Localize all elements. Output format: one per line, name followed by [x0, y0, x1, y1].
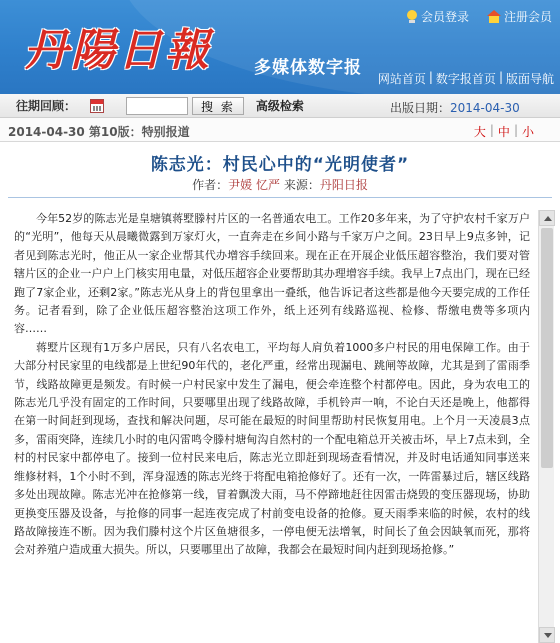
- nav-separator: |: [498, 70, 503, 84]
- nav-page-navigation[interactable]: 版面导航: [505, 72, 554, 86]
- nav-separator: |: [428, 70, 433, 84]
- nav-site-home[interactable]: 网站首页: [377, 72, 426, 86]
- source-label: 来源：: [283, 178, 320, 192]
- advanced-search-link[interactable]: 高级检索: [255, 99, 304, 113]
- font-large-button[interactable]: 大: [473, 125, 486, 139]
- scrollbar-thumb[interactable]: [541, 228, 553, 468]
- nav-epaper-home[interactable]: 数字报首页: [435, 72, 496, 86]
- past-review-label: 往期回顾：: [16, 99, 77, 113]
- scroll-up-arrow-icon[interactable]: [539, 210, 555, 226]
- search-button[interactable]: 搜 索: [192, 97, 244, 115]
- member-login-label: 会员登录: [420, 10, 469, 24]
- article-byline: [0, 176, 560, 193]
- publication-date-label: 出版日期：: [390, 101, 451, 115]
- font-size-switcher: [474, 123, 534, 140]
- font-separator: |: [489, 123, 494, 137]
- author-label: 作者：: [192, 178, 229, 192]
- article-paragraph: 今年52岁的陈志光是皇塘镇蒋墅滕村片区的一名普通农电工。工作20多年来，为了守护农村千家万户的“光明”，他每天从晨曦微露到万家灯火，一直奔走在乡间小路与千家万户之间。23日早上9点多钟，记者见到陈志光时，他正从一家企业帮其代办增容手续回来。现在正在开展企业低压超容整治，我们要对管辖片区的企业一户户上门核实用电量，对低压超容企业要帮助其办理增容手续。我早上7点出门，现在已经跑了7家企业，还剩2家。”陈志光从身上的背包里拿出一叠纸，他告诉记者这些都是他今天要完成的工作任务。记者看到，除了企业低压超容整治这项工作外，纸上还列有线路巡视、检修、帮缴电费等多项内容……: [14, 212, 530, 336]
- title-divider: [8, 197, 552, 198]
- publication-date: [390, 99, 520, 116]
- article-body: [14, 210, 530, 643]
- edition-bar: [0, 118, 560, 142]
- font-medium-button[interactable]: 中: [497, 125, 510, 139]
- font-separator: |: [513, 123, 518, 137]
- font-small-button[interactable]: 小: [521, 125, 534, 139]
- bulb-icon: [406, 10, 418, 24]
- date-input[interactable]: [126, 97, 188, 115]
- article-paragraph: 蒋墅片区现有1万多户居民，只有八名农电工，平均每人肩负着1000多户村民的用电保障工作。由于大部分村民家里的电线都是上世纪90年代的，老化严重，经常出现漏电、跳闸等故障，尤其是到了雷雨季节，线路故障更是频发。有时候一户村民家中发生了漏电，便会牵连整个村都停电。因此，身为农电工的陈志光几乎没有固定的工作时间，只要哪里出现了线路故障，手机铃声一响，不论白天还是晚上，他都得在第一时间赶到现场，查找和解决问题，尽可能在最短的时间里帮助村民恢复用电。上个月一天凌晨3点多，雷雨突降，连续几小时的电闪雷鸣令滕村塘甸沟自然村的一个配电箱总开关被击坏，早上7点未到，全村的村民家中都停电了。接到一位村民来电后，陈志光立即赶到现场查看情况，并及时电话通知同事送来维修材料，1个小时不到，浑身湿透的陈志光终于将配电箱抢修好了。还有一次，一阵雷暴过后，辖区线路多处出现故障。陈志光冲在抢修第一线，冒着飘泼大雨，马不停蹄地赶往因雷击烧毁的变压器现场，协助更换变压器及设备，与抢修的同事一起连夜完成了村前变电设备的抢修。夏天雨季来临的时候，农村的线路故障接连不断。因为我们滕村这个片区鱼塘很多，一停电便无法增氧，时间长了鱼会因缺氧而死，那将会对养殖户造成重大损失。所以，只要哪里出了故障，我都会在最短时间内赶到现场抢修。”: [14, 340, 530, 557]
- house-icon: [487, 10, 501, 23]
- top-nav: [378, 70, 554, 87]
- register-label: 注册会员: [503, 10, 552, 24]
- masthead-subtitle: 多媒体数字报: [254, 58, 362, 78]
- source-name: 丹阳日报: [319, 178, 368, 192]
- calendar-icon[interactable]: [90, 99, 104, 113]
- masthead: [0, 0, 560, 94]
- member-login-link[interactable]: [406, 8, 469, 25]
- article-title: 陈志光：村民心中的“光明使者”: [150, 155, 410, 175]
- newspaper-logo[interactable]: 丹陽日報: [24, 25, 212, 76]
- register-link[interactable]: [487, 8, 552, 25]
- edition-info: 2014-04-30 第10版：特别报道: [8, 125, 190, 139]
- scroll-down-arrow-icon[interactable]: [539, 627, 555, 643]
- member-links: [406, 8, 552, 25]
- article-scrollbar[interactable]: [538, 210, 554, 643]
- author-name: 尹媛 忆严: [228, 178, 280, 192]
- publication-date-value: 2014-04-30: [450, 101, 520, 115]
- search-toolbar: [0, 94, 560, 118]
